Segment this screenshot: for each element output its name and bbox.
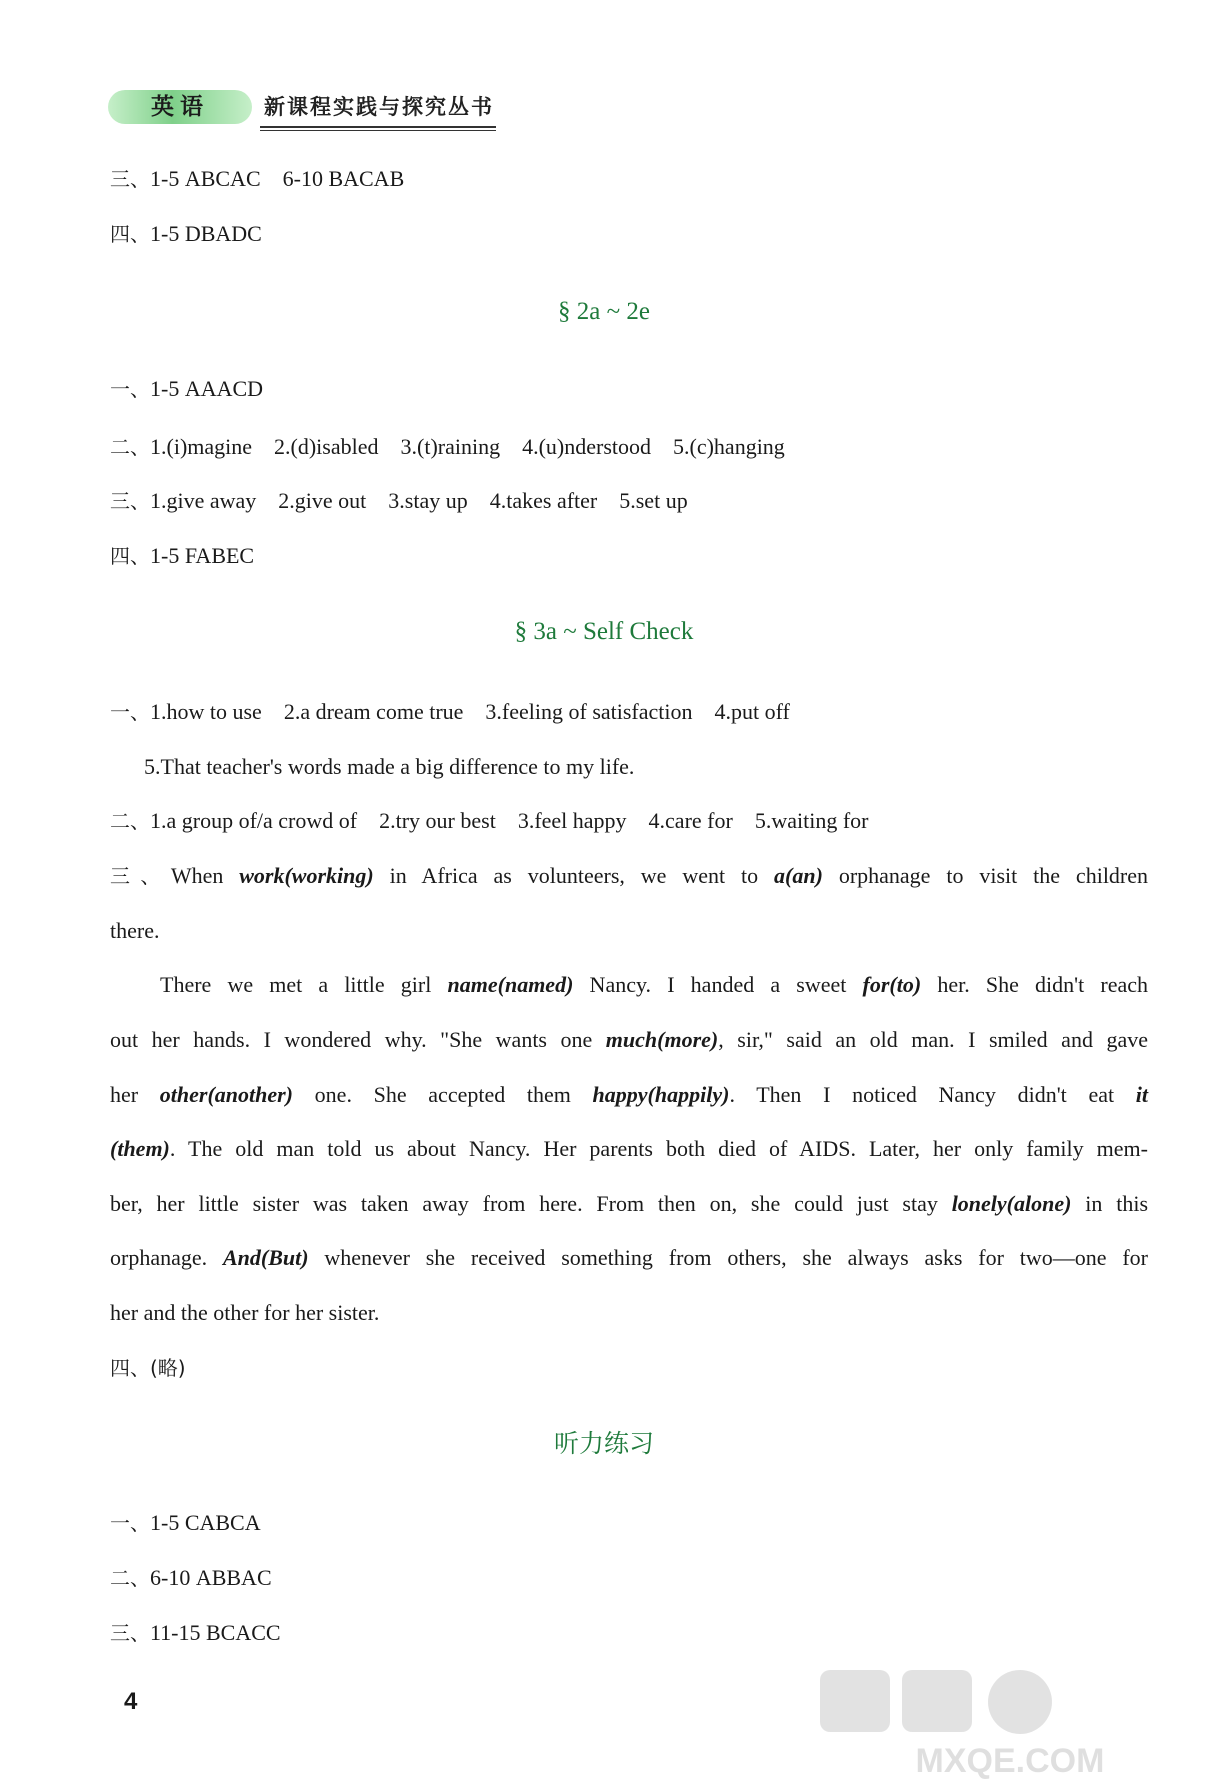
passage-text: in Africa as volunteers, we went to	[373, 863, 775, 888]
passage-text: in this	[1071, 1191, 1149, 1216]
passage-line	[110, 1025, 1148, 1055]
answer-text: 1-5 AAACD	[150, 376, 264, 401]
passage-text: ber, her little sister was taken away from here. From then on, she could just stay	[110, 1191, 952, 1216]
passage-line	[110, 1243, 1148, 1273]
answer-line	[110, 697, 790, 727]
passage-text: . The old man told us about Nancy. Her parents both died of AIDS. Later, her only family mem-	[169, 1136, 1148, 1161]
answer-text: 1-5 FABEC	[150, 543, 255, 568]
passage-text: When	[170, 863, 240, 888]
answer-line	[110, 219, 262, 249]
answer-text: 6-10 BACAB	[282, 166, 405, 191]
passage-text: orphanage.	[110, 1245, 223, 1270]
answer-text: 1-5 ABCAC	[150, 166, 261, 191]
watermark-logo	[810, 1662, 1200, 1782]
answer-text: 11-15 BCACC	[150, 1620, 281, 1645]
item-prefix: 四、	[110, 1356, 150, 1380]
correction: lonely(alone)	[951, 1191, 1072, 1216]
answer-line	[110, 486, 688, 516]
correction: it	[1135, 1082, 1148, 1107]
answer-item: 3.stay up	[388, 488, 468, 513]
item-prefix: 三、	[110, 489, 150, 513]
passage-text: her	[110, 1082, 160, 1107]
header-rule-thin	[260, 130, 496, 131]
item-prefix: 四、	[110, 222, 150, 246]
watermark-text: MXQE.COM	[915, 1742, 1105, 1780]
item-prefix: 一、	[110, 700, 150, 724]
section-title: § 2a ~ 2e	[558, 298, 650, 325]
passage-line: there.	[110, 918, 160, 943]
answer-item: 3.feeling of satisfaction	[485, 699, 693, 724]
passage-text: whenever she received something from others, she always asks for two—one for	[308, 1245, 1148, 1270]
correction: other(another)	[159, 1082, 294, 1107]
correction: for(to)	[862, 972, 922, 997]
passage-line	[110, 1080, 1148, 1110]
item-prefix: 二、	[110, 1566, 150, 1590]
answer-item: 1.(i)magine	[150, 434, 253, 459]
answer-text: 6-10 ABBAC	[150, 1565, 272, 1590]
answer-item: 4.care for	[648, 808, 733, 833]
item-prefix: 二、	[110, 809, 150, 833]
passage-line	[110, 1189, 1148, 1219]
series-title: 新课程实践与探究丛书	[264, 94, 494, 119]
page-number: 4	[124, 1688, 138, 1715]
answer-item: 4.(u)nderstood	[522, 434, 652, 459]
correction: name(named)	[447, 972, 574, 997]
passage-text: Nancy. I handed a sweet	[573, 972, 863, 997]
answer-line: 5.That teacher's words made a big difference to my life.	[144, 754, 635, 779]
passage-text: her. She didn't reach	[921, 972, 1149, 997]
item-prefix: 一、	[110, 377, 150, 401]
answer-item: 4.takes after	[489, 488, 598, 513]
answer-item: 2.try our best	[379, 808, 496, 833]
answer-line	[110, 1508, 261, 1538]
passage-text: orphanage to visit the children	[822, 863, 1149, 888]
answer-item: 1.a group of/a crowd of	[150, 808, 358, 833]
correction: much(more)	[605, 1027, 719, 1052]
page-header	[108, 86, 496, 130]
correction: And(But)	[222, 1245, 309, 1270]
correction: (them)	[110, 1136, 170, 1161]
answer-line	[110, 432, 785, 462]
header-rule	[260, 126, 496, 128]
answer-item: 4.put off	[714, 699, 790, 724]
correction: work(working)	[239, 863, 374, 888]
answer-line	[110, 164, 404, 194]
answer-item: 3.(t)raining	[400, 434, 501, 459]
passage-line	[160, 970, 1148, 1000]
answer-item: 3.feel happy	[517, 808, 627, 833]
item-prefix: 三、	[110, 167, 150, 191]
answer-item: 5.set up	[619, 488, 688, 513]
passage-line	[110, 861, 1148, 891]
answer-line	[110, 1563, 272, 1593]
passage-text: out her hands. I wondered why. "She wants one	[110, 1027, 606, 1052]
answer-text: 1-5 CABCA	[150, 1510, 261, 1535]
answer-item: 1.give away	[150, 488, 257, 513]
answer-text: (略)	[150, 1356, 186, 1380]
answer-item: 2.(d)isabled	[274, 434, 379, 459]
answer-item: 5.(c)hanging	[673, 434, 785, 459]
subject-label: 英语	[151, 94, 209, 120]
item-prefix: 四、	[110, 544, 150, 568]
passage-text: . Then I noticed Nancy didn't eat	[729, 1082, 1136, 1107]
item-prefix: 三、	[110, 864, 171, 888]
section-title: 听力练习	[553, 1429, 654, 1458]
item-prefix: 一、	[110, 1511, 150, 1535]
passage-text: one. She accepted them	[293, 1082, 593, 1107]
passage-text: There we met a little girl	[160, 972, 448, 997]
passage-line: her and the other for her sister.	[110, 1300, 380, 1325]
answer-item: 1.how to use	[150, 699, 262, 724]
answer-item: 2.a dream come true	[283, 699, 464, 724]
answer-text: 1-5 DBADC	[150, 221, 262, 246]
answer-line	[110, 806, 868, 836]
answer-item: 2.give out	[278, 488, 367, 513]
passage-line	[110, 1134, 1148, 1164]
correction: happy(happily)	[592, 1082, 730, 1107]
correction: a(an)	[774, 863, 823, 888]
item-prefix: 三、	[110, 1621, 150, 1645]
item-prefix: 二、	[110, 435, 150, 459]
section-title: § 3a ~ Self Check	[514, 618, 694, 645]
answer-line	[110, 1618, 281, 1648]
passage-text: , sir," said an old man. I smiled and gave	[718, 1027, 1148, 1052]
answer-line	[110, 374, 263, 404]
answer-line	[110, 541, 254, 571]
answer-item: 5.waiting for	[754, 808, 869, 833]
answer-line	[110, 1353, 186, 1383]
